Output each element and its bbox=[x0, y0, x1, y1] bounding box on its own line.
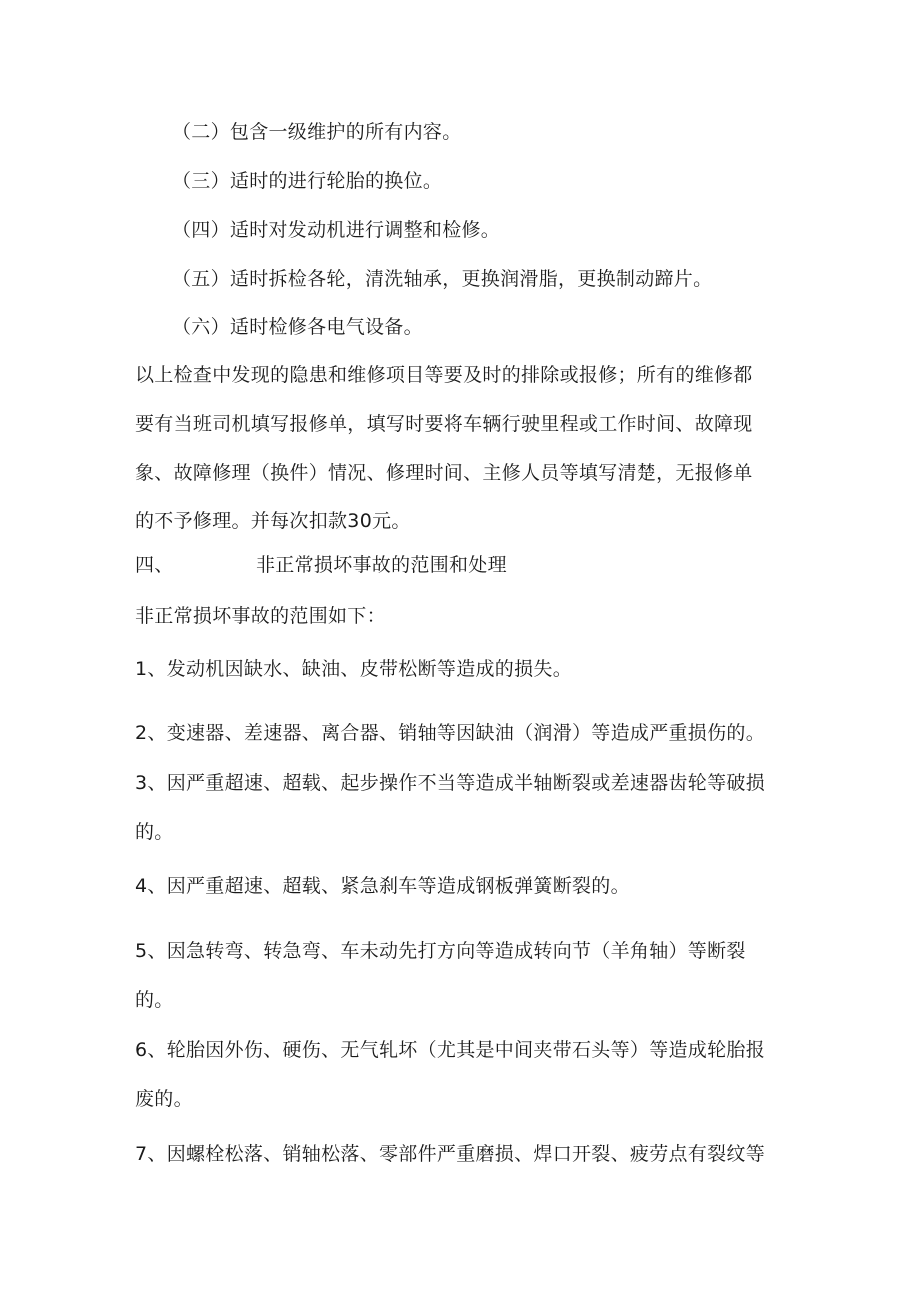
list-line: 5、因急转弯、转急弯、车未动先打方向等造成转向节（羊角轴）等断裂 bbox=[135, 940, 746, 962]
list-line: 6、轮胎因外伤、硬伤、无气轧坏（尤其是中间夹带石头等）等造成轮胎报 bbox=[135, 1039, 765, 1061]
section-title: 非正常损坏事故的范围和处理 bbox=[256, 554, 507, 576]
item-line: （五）适时拆检各轮，清洗轴承，更换润滑脂，更换制动蹄片。 bbox=[172, 268, 713, 290]
item-line: （四）适时对发动机进行调整和检修。 bbox=[172, 219, 501, 241]
intro-line: 非正常损坏事故的范围如下： bbox=[135, 605, 386, 627]
paragraph-line: 以上检查中发现的隐患和维修项目等要及时的排除或报修；所有的维修都 bbox=[135, 364, 753, 386]
paragraph-line: 的不予修理。并每次扣款30元。 bbox=[135, 510, 411, 532]
list-line: 1、发动机因缺水、缺油、皮带松断等造成的损失。 bbox=[135, 658, 572, 680]
list-line: 7、因螺栓松落、销轴松落、零部件严重磨损、焊口开裂、疲劳点有裂纹等 bbox=[135, 1143, 765, 1165]
list-line: 3、因严重超速、超载、起步操作不当等造成半轴断裂或差速器齿轮等破损 bbox=[135, 772, 765, 794]
paragraph-line: 要有当班司机填写报修单，填写时要将车辆行驶里程或工作时间、故障现 bbox=[135, 413, 753, 435]
item-line: （三）适时的进行轮胎的换位。 bbox=[172, 170, 443, 192]
item-line: （六）适时检修各电气设备。 bbox=[172, 316, 423, 338]
list-line: 的。 bbox=[135, 989, 174, 1011]
list-line: 2、变速器、差速器、离合器、销轴等因缺油（润滑）等造成严重损伤的。 bbox=[135, 722, 765, 744]
list-line: 4、因严重超速、超载、紧急刹车等造成钢板弹簧断裂的。 bbox=[135, 875, 630, 897]
item-line: （二）包含一级维护的所有内容。 bbox=[172, 121, 462, 143]
section-number: 四、 bbox=[135, 554, 174, 576]
list-line: 废的。 bbox=[135, 1088, 193, 1110]
list-line: 的。 bbox=[135, 821, 174, 843]
paragraph-line: 象、故障修理（换件）情况、修理时间、主修人员等填写清楚，无报修单 bbox=[135, 462, 753, 484]
